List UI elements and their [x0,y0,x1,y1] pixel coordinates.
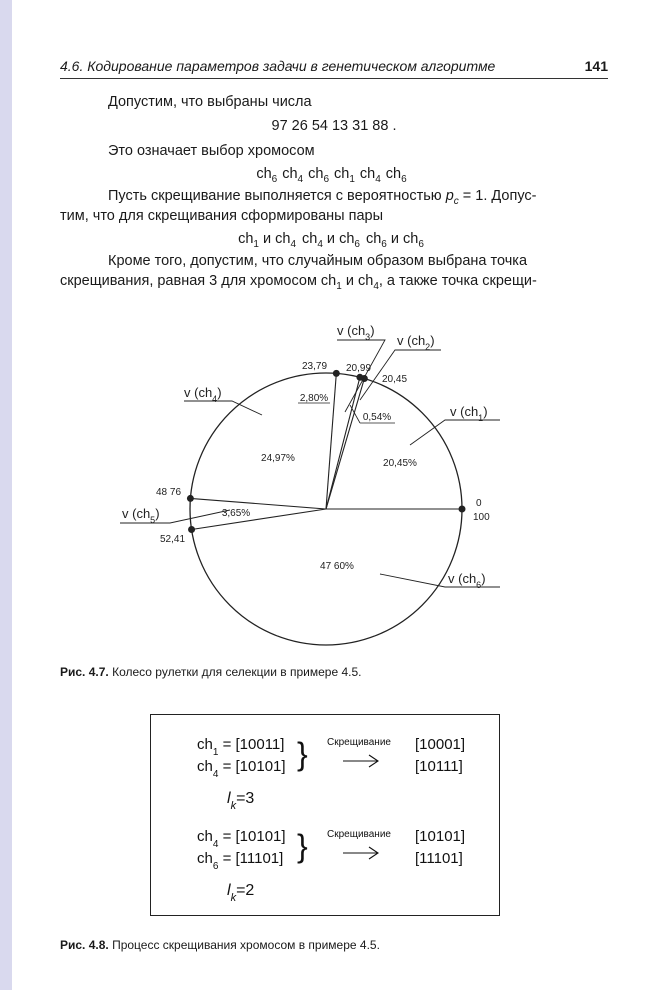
sector-percent-ch3: 2,80% [299,393,329,404]
offspring-chromosome-2: [11101] [415,850,463,867]
paragraph-4-line-2 [60,273,537,292]
p3-text-a: Пусть скрещивание выполняется с вероятностью [108,188,446,204]
brace: } [297,736,308,772]
p4-text-a: скрещивания, равная 3 для хромосом ch [60,273,337,289]
boundary-label-20-45: 20,45 [382,374,408,385]
offspring-chromosome-2: [10111] [415,758,463,775]
roulette-wheel-figure [0,300,652,650]
figure-4-8-text: Процесс скрещивания хромосом в примере 4.5. [108,938,380,952]
crossover-arrow-label: Скрещивание [327,737,391,748]
crossover-pair: $ch_1$ и $ch_4$ [238,231,297,250]
running-header [60,58,608,79]
v-label-ch4: v $(ch_4)$ [184,385,222,404]
boundary-label-0: 0 [476,498,482,509]
offspring-chromosome-1: [10101] [415,828,466,845]
paragraph-3-line-1 [108,188,537,207]
page-number: 141 [584,58,608,74]
boundary-marker [187,495,194,502]
boundary-label-48-76: 48 76 [156,487,182,498]
crossover-pair: $ch_4$ и $ch_6$ [302,231,360,250]
crossover-point: $l_k=2$ [227,882,255,904]
chromosome-token: $ch_4$ [282,166,304,185]
figure-4-8-caption [60,938,380,952]
parent-chromosome-b: $ch_6 = [11101]$ [197,850,284,872]
selected-chromosomes [60,166,608,185]
crossover-diagram-frame [150,714,500,916]
sector-boundary [192,509,326,530]
paragraph-2: Это означает выбор хромосом [108,143,315,159]
sector-percent-ch5: 3,65% [221,508,251,519]
boundary-marker [459,506,466,513]
figure-4-7-caption [60,665,362,679]
leader-ch4 [184,401,262,415]
p4-sub-2: 4 [373,280,379,292]
boundary-marker [356,374,363,381]
leader-ch1 [410,420,500,445]
sector-percent-ch2: 0,54% [362,412,392,423]
boundary-marker [333,370,340,377]
chromosome-token: $ch_6$ [308,166,329,185]
v-label-ch1: v $(ch_1)$ [450,404,488,423]
offspring-chromosome-1: [10001] [415,736,466,753]
chosen-numbers: 97 26 54 13 31 88 . [271,118,397,134]
v-label-ch6: v $(ch_6)$ [448,571,486,590]
p4-text-c: , а также точка скрещи- [378,273,537,289]
sector-boundary [326,379,364,509]
sector-boundary [190,498,326,509]
chromosome-token: $ch_4$ [359,166,381,185]
p4-text-b: и ch [341,273,374,289]
pc-symbol: p [445,188,454,204]
header-title: 4.6. Кодирование параметров задачи в генетическом алгоритме [60,58,496,74]
parent-chromosome-a: $ch_1 = [10011]$ [197,736,285,758]
sector-percent-ch6: 47 60% [320,561,354,572]
brace: } [297,828,308,864]
v-label-ch5: v $(ch_5)$ [122,506,160,525]
parent-chromosome-b: $ch_4 = [10101]$ [197,758,286,780]
v-label-ch2: v $(ch_2)$ [397,333,435,352]
figure-4-8-number: Рис. 4.8. [60,938,109,952]
boundary-label-23-79: 23,79 [302,361,328,372]
paragraph-3-line-2: тим, что для скрещивания сформированы пары [60,208,384,224]
pc-subscript: c [453,195,459,207]
chromosome-token: $ch_6$ [385,166,407,185]
boundary-label-100: 100 [473,512,490,523]
crossover-arrow-label: Скрещивание [327,829,391,840]
boundary-marker [188,526,195,533]
boundary-label-52-41: 52,41 [160,534,186,545]
parent-chromosome-a: $ch_4 = [10101]$ [197,828,286,850]
crossover-diagram [151,715,499,915]
crossover-point: $l_k=3$ [227,790,255,812]
sector-percent-ch4: 24,97% [261,453,295,464]
paragraph-1: Допустим, что выбраны числа [108,94,312,110]
p4-sub-1: 1 [336,280,342,292]
v-label-ch3: v $(ch_3)$ [337,323,375,342]
sector-percent-ch1: 20,45% [383,458,417,469]
figure-4-7-text: Колесо рулетки для селекции в примере 4.5. [108,665,362,679]
p3-text-b: = 1. Допус- [458,188,537,204]
crossover-pair: $ch_6$ и $ch_6$ [365,231,424,250]
boundary-label-20-99: 20,99 [346,363,372,374]
paragraph-4-line-1: Кроме того, допустим, что случайным образом выбрана точка [108,253,528,269]
figure-4-7-number: Рис. 4.7. [60,665,109,679]
chromosome-token: $ch_6$ [256,166,278,185]
chromosome-token: $ch_1$ [334,166,355,185]
crossover-pairs [60,231,608,250]
